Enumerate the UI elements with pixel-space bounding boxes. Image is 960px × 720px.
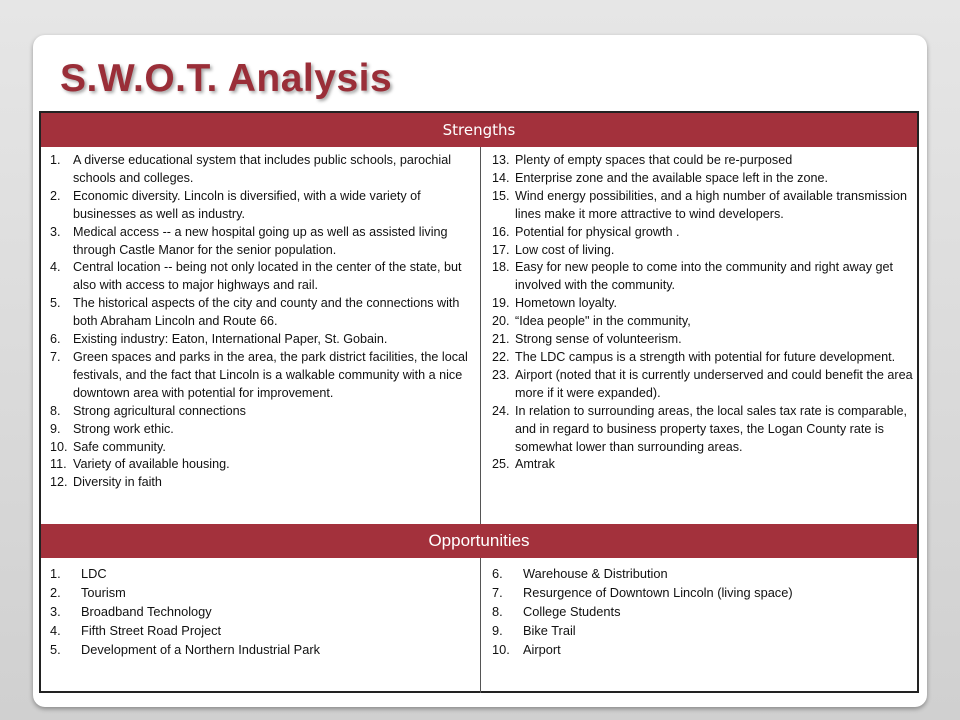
list-item <box>492 602 916 621</box>
list-item-text: Airport <box>523 642 561 657</box>
list-item <box>492 403 916 457</box>
list-item <box>50 349 468 403</box>
list-item-number: 7. <box>50 349 61 364</box>
list-item-text: Bike Trail <box>523 623 576 638</box>
list-item <box>492 640 916 659</box>
list-item-number: 4. <box>50 260 61 275</box>
list-item-text: Economic diversity. Lincoln is diversified, with a wide variety of businesses as well as industry. <box>73 188 421 221</box>
list-item <box>492 564 916 583</box>
list-item-number: 6. <box>50 332 61 347</box>
list-item-text: Wind energy possibilities, and a high number of available transmission lines make it more attractive to wind developers. <box>515 188 908 221</box>
list-item-text: College Students <box>523 604 621 619</box>
list-item-text: Variety of available housing. <box>73 457 230 472</box>
list-item-number: 5. <box>50 296 61 311</box>
list-item <box>50 152 468 188</box>
list-item-text: The historical aspects of the city and county and the connections with both Abraham Lincoln and Route 66. <box>73 296 460 329</box>
list-item-text: Easy for new people to come into the community and right away get involved with the community. <box>515 260 894 293</box>
list-item <box>50 421 468 439</box>
list-item-number: 2. <box>50 585 61 600</box>
list-item-number: 8. <box>50 403 61 418</box>
list-item-text: Central location -- being not only located in the center of the state, but also with access to major highways and rail. <box>73 260 462 293</box>
list-item-number: 20. <box>492 314 510 329</box>
list-item-text: Potential for physical growth . <box>515 224 680 239</box>
list-item-text: Airport (noted that it is currently underserved and could benefit the area more if it were expanded). <box>515 367 913 400</box>
list-item <box>492 331 916 349</box>
list-item-number: 10. <box>492 642 510 657</box>
list-item <box>50 474 468 492</box>
list-item <box>50 224 468 260</box>
list-item-text: Development of a Northern Industrial Park <box>81 642 320 657</box>
list-item-number: 24. <box>492 403 510 418</box>
list-item <box>50 640 470 659</box>
list-item-text: Plenty of empty spaces that could be re-purposed <box>515 153 793 167</box>
list-item-number: 3. <box>50 224 61 239</box>
list-item-text: Resurgence of Downtown Lincoln (living space) <box>523 585 793 600</box>
list-item <box>50 439 468 457</box>
list-item-text: Existing industry: Eaton, International Paper, St. Gobain. <box>73 332 388 347</box>
opportunities-list-left <box>50 564 470 659</box>
list-item-number: 4. <box>50 623 61 638</box>
list-item <box>492 313 916 331</box>
list-item <box>492 224 916 242</box>
list-item-number: 2. <box>50 188 61 203</box>
list-item <box>50 621 470 640</box>
list-item <box>50 456 468 474</box>
list-item-number: 12. <box>50 475 68 490</box>
list-item <box>50 583 470 602</box>
list-item-number: 15. <box>492 188 510 203</box>
list-item-number: 5. <box>50 642 61 657</box>
column-divider-opportunities <box>480 558 481 693</box>
list-item-number: 16. <box>492 224 510 239</box>
list-item-text: Hometown loyalty. <box>515 296 617 311</box>
strengths-list-right <box>492 152 916 474</box>
list-item-number: 11. <box>50 457 67 472</box>
list-item-number: 9. <box>50 421 61 436</box>
list-item <box>50 403 468 421</box>
list-item <box>50 602 470 621</box>
list-item-text: The LDC campus is a strength with potential for future development. <box>515 349 896 364</box>
list-item <box>50 188 468 224</box>
list-item-number: 25. <box>492 457 510 472</box>
list-item <box>50 295 468 331</box>
swot-table <box>39 111 919 693</box>
list-item-number: 7. <box>492 585 503 600</box>
list-item-text: Broadband Technology <box>81 604 212 619</box>
list-item <box>492 152 916 170</box>
list-item-text: Diversity in faith <box>73 475 162 490</box>
list-item <box>492 367 916 403</box>
list-item-number: 18. <box>492 260 510 275</box>
list-item-text: A diverse educational system that includes public schools, parochial schools and colleges. <box>73 153 452 185</box>
strengths-list-left <box>50 152 468 492</box>
list-item-text: Amtrak <box>515 457 555 472</box>
list-item-number: 8. <box>492 604 503 619</box>
list-item-text: Strong sense of volunteerism. <box>515 332 682 347</box>
list-item <box>492 170 916 188</box>
list-item <box>492 349 916 367</box>
list-item-number: 14. <box>492 170 510 185</box>
list-item-number: 19. <box>492 296 510 311</box>
list-item <box>50 331 468 349</box>
list-item <box>492 259 916 295</box>
opportunities-list-right <box>492 564 916 659</box>
list-item-text: Safe community. <box>73 439 166 454</box>
list-item-text: Fifth Street Road Project <box>81 623 222 638</box>
list-item-text: Warehouse & Distribution <box>523 566 668 581</box>
page-title: S.W.O.T. Analysis <box>60 57 393 100</box>
list-item-number: 21. <box>492 332 510 347</box>
list-item-text: Medical access -- a new hospital going up as well as assisted living through Castle Manor for the senior population. <box>73 224 448 257</box>
list-item-number: 1. <box>50 566 61 581</box>
list-item <box>492 456 916 474</box>
opportunities-header: Opportunities <box>41 524 917 558</box>
list-item-text: LDC <box>81 566 107 581</box>
list-item-text: Green spaces and parks in the area, the park district facilities, the local festivals, and the fact that Lincoln is a walkable community with a nice downtown area with potential for improvement. <box>73 349 468 400</box>
list-item-number: 17. <box>492 242 510 257</box>
list-item-text: Low cost of living. <box>515 242 615 257</box>
list-item-text: Enterprise zone and the available space left in the zone. <box>515 170 828 185</box>
column-divider-strengths <box>480 147 481 524</box>
list-item-number: 22. <box>492 349 510 364</box>
list-item-text: Strong agricultural connections <box>73 403 246 418</box>
list-item <box>492 188 916 224</box>
list-item-number: 6. <box>492 566 503 581</box>
list-item <box>492 242 916 260</box>
list-item-number: 9. <box>492 623 503 638</box>
list-item <box>50 259 468 295</box>
list-item-text: In relation to surrounding areas, the local sales tax rate is comparable, and in regard to business property taxes, the Logan County rate is somewhat lower than surrounding areas. <box>515 403 908 454</box>
list-item-number: 10. <box>50 439 68 454</box>
list-item-number: 13. <box>492 153 510 167</box>
list-item-number: 1. <box>50 153 61 167</box>
list-item-number: 23. <box>492 367 510 382</box>
list-item-number: 3. <box>50 604 61 619</box>
list-item <box>492 621 916 640</box>
list-item <box>492 583 916 602</box>
list-item <box>492 295 916 313</box>
strengths-header: Strengths <box>41 113 917 147</box>
list-item-text: Tourism <box>81 585 126 600</box>
list-item-text: “Idea people" in the community, <box>515 314 691 329</box>
list-item <box>50 564 470 583</box>
list-item-text: Strong work ethic. <box>73 421 174 436</box>
